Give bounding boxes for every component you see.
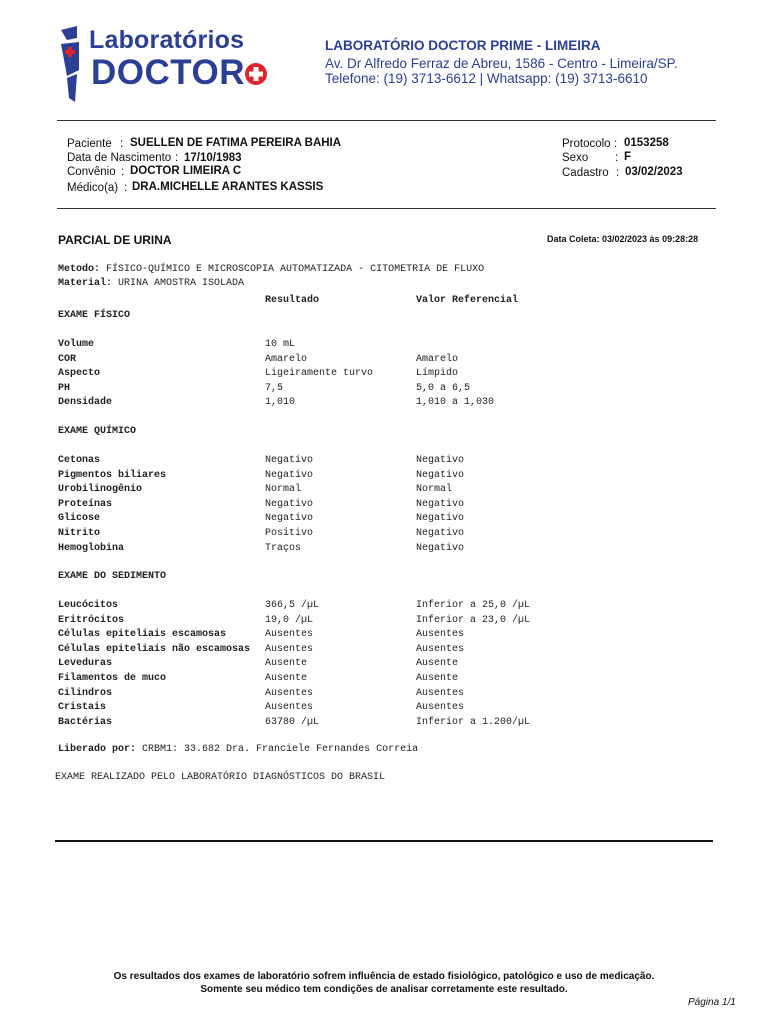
logo-mark-icon xyxy=(57,24,87,104)
test-name: Filamentos de muco xyxy=(58,673,167,684)
test-name: Proteínas xyxy=(58,499,113,510)
test-reference: Inferior a 1.200/µL xyxy=(416,717,531,728)
patient-name: SUELLEN DE FATIMA PEREIRA BAHIA xyxy=(130,137,342,149)
protocol-value: 0153258 xyxy=(624,137,669,149)
plan-value: DOCTOR LIMEIRA C xyxy=(130,165,242,177)
test-name: Glicose xyxy=(58,513,101,524)
test-result: 10 mL xyxy=(265,339,296,350)
test-name: Densidade xyxy=(58,397,113,408)
page-number: Página 1/1 xyxy=(688,997,736,1008)
test-result: Ausentes xyxy=(265,702,314,713)
test-reference: Inferior a 25,0 /µL xyxy=(416,600,531,611)
red-cross-icon xyxy=(244,62,268,86)
section-title: EXAME DO SEDIMENTO xyxy=(58,571,167,582)
test-result: Negativo xyxy=(265,513,314,524)
dob-sep: : xyxy=(175,152,179,164)
test-reference: 1,010 a 1,030 xyxy=(416,397,495,408)
patient-name-label: Paciente xyxy=(67,138,112,150)
test-name: Volume xyxy=(58,339,95,350)
doctor-label: Médico(a) xyxy=(67,182,119,194)
plan-sep: : xyxy=(121,166,125,178)
test-reference: Amarelo xyxy=(416,354,459,365)
test-reference: 5,0 a 6,5 xyxy=(416,383,471,394)
logo-line2: DOCTOR xyxy=(91,53,246,92)
test-result: Normal xyxy=(265,484,302,495)
test-name: PH xyxy=(58,383,71,394)
test-reference: Negativo xyxy=(416,470,465,481)
protocol-sep: : xyxy=(614,138,618,150)
logo-line1: Laboratórios xyxy=(89,26,245,54)
test-name: Leucócitos xyxy=(58,600,119,611)
section-title: EXAME FÍSICO xyxy=(58,310,131,321)
register-value: 03/02/2023 xyxy=(625,166,683,178)
test-result: Ausente xyxy=(265,673,308,684)
plan-label: Convênio xyxy=(67,166,116,178)
sex-sep: : xyxy=(615,152,619,164)
test-reference: Ausentes xyxy=(416,644,465,655)
test-name: COR xyxy=(58,354,77,365)
test-result: Ausentes xyxy=(265,644,314,655)
test-name: Cilindros xyxy=(58,688,113,699)
test-name: Urobilinogênio xyxy=(58,484,143,495)
doctor-value: DRA.MICHELLE ARANTES KASSIS xyxy=(132,181,324,193)
test-reference: Negativo xyxy=(416,528,465,539)
test-result: Negativo xyxy=(265,470,314,481)
test-result: Ausentes xyxy=(265,629,314,640)
test-reference: Negativo xyxy=(416,513,465,524)
test-reference: Negativo xyxy=(416,455,465,466)
test-name: Hemoglobina xyxy=(58,543,125,554)
test-name: Eritrócitos xyxy=(58,615,125,626)
lab-phone: Telefone: (19) 3713-6612 | Whatsapp: (19) 3713-6610 xyxy=(325,71,648,86)
header-divider xyxy=(57,120,716,121)
test-name: Cristais xyxy=(58,702,107,713)
test-result: Negativo xyxy=(265,499,314,510)
test-result: 7,5 xyxy=(265,383,284,394)
sex-value: F xyxy=(624,151,632,163)
material-line xyxy=(58,278,244,289)
test-reference: Límpido xyxy=(416,368,459,379)
method-label: Metodo: xyxy=(58,264,101,275)
footer-disclaimer-2: Somente seu médico tem condições de analisar corretamente este resultado. xyxy=(200,984,568,995)
test-result: Ligeiramente turvo xyxy=(265,368,374,379)
test-name: Células epiteliais escamosas xyxy=(58,629,227,640)
released-value: CRBM1: 33.682 Dra. Franciele Fernandes Correia xyxy=(142,744,419,755)
test-reference: Ausente xyxy=(416,658,459,669)
dob-label: Data de Nascimento xyxy=(67,152,172,164)
doctor-sep: : xyxy=(124,182,128,194)
test-reference: Ausentes xyxy=(416,629,465,640)
released-line xyxy=(58,744,418,755)
dob-value: 17/10/1983 xyxy=(184,152,242,164)
lab-name: LABORATÓRIO DOCTOR PRIME - LIMEIRA xyxy=(325,38,601,53)
test-result: 1,010 xyxy=(265,397,296,408)
test-reference: Ausentes xyxy=(416,702,465,713)
material-label: Material: xyxy=(58,278,113,289)
register-sep: : xyxy=(616,167,620,179)
test-name: Células epiteliais não escamosas xyxy=(58,644,251,655)
patient-name-sep: : xyxy=(120,138,124,150)
test-result: Negativo xyxy=(265,455,314,466)
test-result: Ausentes xyxy=(265,688,314,699)
end-divider xyxy=(55,840,713,842)
test-result: 366,5 /µL xyxy=(265,600,320,611)
method-line xyxy=(58,264,484,275)
test-result: Amarelo xyxy=(265,354,308,365)
test-name: Nitrito xyxy=(58,528,101,539)
test-name: Bactérias xyxy=(58,717,113,728)
test-result: 19,0 /µL xyxy=(265,615,314,626)
test-name: Pigmentos biliares xyxy=(58,470,167,481)
test-name: Aspecto xyxy=(58,368,101,379)
material-value: URINA AMOSTRA ISOLADA xyxy=(118,278,245,289)
test-result: Traços xyxy=(265,543,302,554)
test-reference: Negativo xyxy=(416,543,465,554)
collection-date: Data Coleta: 03/02/2023 às 09:28:28 xyxy=(547,234,699,244)
protocol-label: Protocolo xyxy=(562,138,611,150)
test-reference: Ausentes xyxy=(416,688,465,699)
register-label: Cadastro xyxy=(562,167,609,179)
col-reference-header: Valor Referencial xyxy=(416,295,519,306)
test-result: Ausente xyxy=(265,658,308,669)
sex-label: Sexo xyxy=(562,152,589,164)
test-reference: Ausente xyxy=(416,673,459,684)
test-name: Leveduras xyxy=(58,658,113,669)
test-reference: Negativo xyxy=(416,499,465,510)
test-result: 63780 /µL xyxy=(265,717,320,728)
exam-title: PARCIAL DE URINA xyxy=(58,233,172,247)
section-title: EXAME QUÍMICO xyxy=(58,426,137,437)
released-label: Liberado por: xyxy=(58,744,137,755)
test-reference: Normal xyxy=(416,484,453,495)
test-reference: Inferior a 23,0 /µL xyxy=(416,615,531,626)
lab-address: Av. Dr Alfredo Ferraz de Abreu, 1586 - Centro - Limeira/SP. xyxy=(325,56,678,71)
footer-disclaimer-1: Os resultados dos exames de laboratório sofrem influência de estado fisiológico, patológico e uso de medicação. xyxy=(113,971,655,982)
test-name: Cetonas xyxy=(58,455,101,466)
lab-logo xyxy=(57,24,277,104)
performed-by: EXAME REALIZADO PELO LABORATÓRIO DIAGNÓSTICOS DO BRASIL xyxy=(55,772,386,783)
patient-divider xyxy=(57,208,716,209)
col-result-header: Resultado xyxy=(265,295,320,306)
test-result: Positivo xyxy=(265,528,314,539)
method-value: FÍSICO-QUÍMICO E MICROSCOPIA AUTOMATIZADA - CITOMETRIA DE FLUXO xyxy=(106,264,485,275)
